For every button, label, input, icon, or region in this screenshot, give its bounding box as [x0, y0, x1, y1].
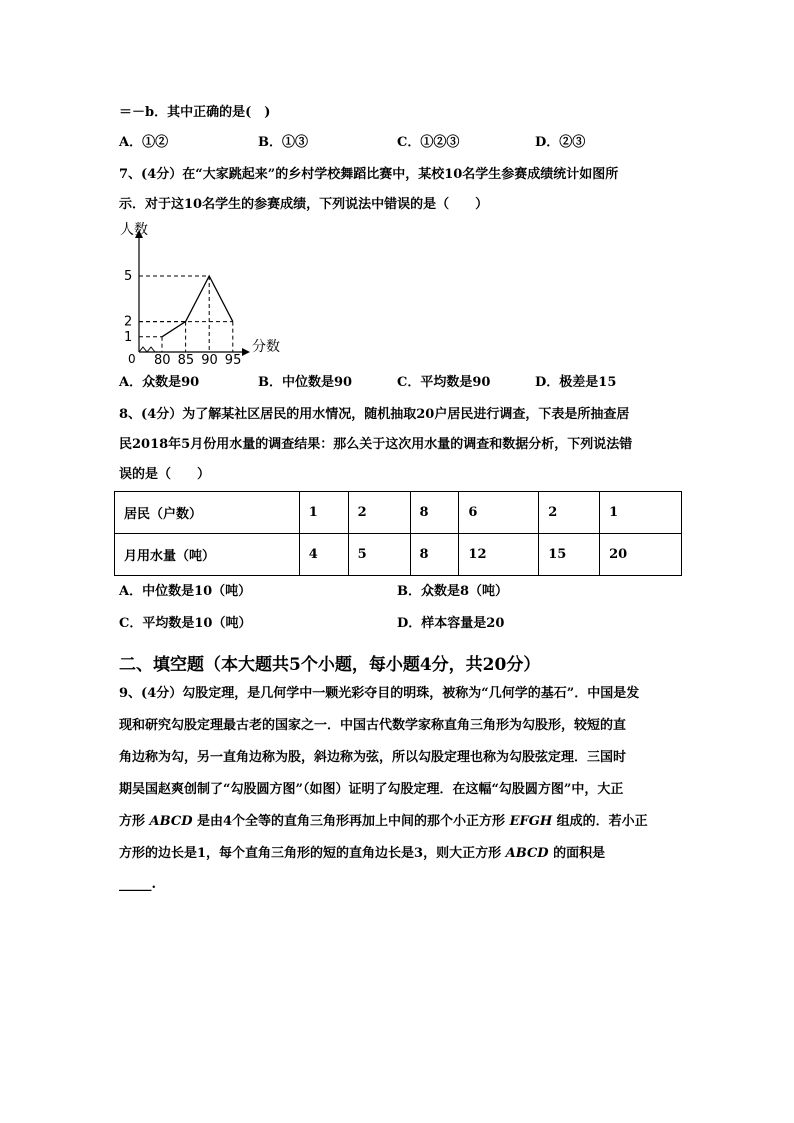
- table-row-header: 居民（户数）: [115, 492, 300, 534]
- q8-option-a: A．中位数是10（吨）: [119, 584, 252, 599]
- x-tick-label: 80: [154, 353, 171, 368]
- q9-line-5: [119, 813, 648, 831]
- q7-option-b: B．中位数是90: [258, 375, 353, 390]
- q9-text: 方形的边长是1，每个直角三角形的短的直角边长是3，则大正方形: [119, 846, 502, 861]
- q6-option-c: C．①②③: [397, 135, 460, 150]
- q8-option-c: C．平均数是10（吨）: [119, 616, 252, 631]
- table-row: [115, 534, 682, 576]
- table-cell: 8: [410, 492, 459, 534]
- table-cell: 1: [600, 492, 682, 534]
- q9-text: 方形: [119, 814, 146, 829]
- q7-option-c: C．平均数是90: [397, 375, 491, 390]
- table-cell: 5: [348, 534, 410, 576]
- x-tick-label: 95: [224, 353, 242, 368]
- q8-line-2: 民2018年5月份用水量的调查结果：那么关于这次用水量的调查和数据分析，下列说法错: [119, 437, 633, 452]
- origin-label: 0: [128, 352, 136, 366]
- x-tick-label: 85: [177, 353, 195, 368]
- q6-option-a: A．①②: [119, 135, 169, 150]
- axis-break-zigzag: [139, 347, 155, 352]
- q7-line-chart: [110, 216, 300, 368]
- q7-option-d: D．极差是15: [535, 375, 617, 390]
- table-cell: 20: [600, 534, 682, 576]
- y-tick-label: 2: [124, 314, 133, 330]
- q6-tail: ＝－b．其中正确的是( ): [119, 105, 271, 120]
- table-row: [115, 492, 682, 534]
- q7-line-1: 7、(4分）在“大家跳起来”的乡村学校舞蹈比赛中，某校10名学生参赛成绩统计如图所: [119, 167, 619, 182]
- table-row-header: 月用水量（吨）: [115, 534, 300, 576]
- water-usage-table: [114, 491, 682, 576]
- q9-line-4: 期吴国赵爽创制了“勾股圆方图”（如图）证明了勾股定理．在这幅“勾股圆方图”中，大正: [119, 782, 624, 797]
- y-tick-label: 1: [124, 329, 133, 345]
- q8-line-3: 误的是（ ）: [119, 467, 211, 482]
- q9-line-1: 9、(4分）勾股定理，是几何学中一颗光彩夺目的明珠，被称为“几何学的基石”．中国是发: [119, 686, 640, 701]
- table-cell: 6: [459, 492, 539, 534]
- q9-text: 是由4个全等的直角三角形再加上中间的那个小正方形: [197, 814, 506, 829]
- series-line: [162, 276, 233, 337]
- square-abcd-label: ABCD: [505, 846, 549, 861]
- table-cell: 15: [539, 534, 600, 576]
- q9-text: 组成的．若小正: [556, 814, 648, 829]
- table-cell: 2: [348, 492, 410, 534]
- table-cell: 12: [459, 534, 539, 576]
- y-axis-label: 人数: [120, 222, 148, 238]
- q8-option-d: D．样本容量是20: [397, 616, 505, 631]
- q7-option-a: A．众数是90: [119, 375, 200, 390]
- table-cell: 2: [539, 492, 600, 534]
- table-cell: 4: [299, 534, 348, 576]
- y-tick-label: 5: [124, 269, 133, 284]
- q9-line-6: [119, 845, 605, 863]
- table-cell: 8: [410, 534, 459, 576]
- section-heading: 二、填空题（本大题共5个小题，每小题4分，共20分）: [119, 655, 541, 675]
- q7-line-2: 示．对于这10名学生的参赛成绩，下列说法中错误的是（ ）: [119, 197, 489, 212]
- q6-option-b: B．①③: [258, 135, 308, 150]
- square-abcd-label: ABCD: [149, 814, 193, 829]
- q6-option-d: D．②③: [535, 135, 586, 150]
- q9-answer-blank: _____.: [119, 877, 157, 892]
- table-cell: 1: [299, 492, 348, 534]
- x-axis-label: 分数: [252, 339, 280, 355]
- q8-line-1: 8、(4分）为了解某社区居民的用水情况，随机抽取20户居民进行调查，下表是所抽查居: [119, 407, 630, 422]
- square-efgh-label: EFGH: [509, 814, 553, 829]
- q9-text: 的面积是: [553, 846, 606, 861]
- q9-line-3: 角边称为勾，另一直角边称为股，斜边称为弦，所以勾股定理也称为勾股弦定理．三国时: [119, 750, 627, 765]
- q8-option-b: B．众数是8（吨）: [397, 584, 509, 599]
- q9-line-2: 现和研究勾股定理最古老的国家之一．中国古代数学家称直角三角形为勾股形，较短的直: [119, 718, 627, 733]
- x-tick-label: 90: [201, 353, 218, 368]
